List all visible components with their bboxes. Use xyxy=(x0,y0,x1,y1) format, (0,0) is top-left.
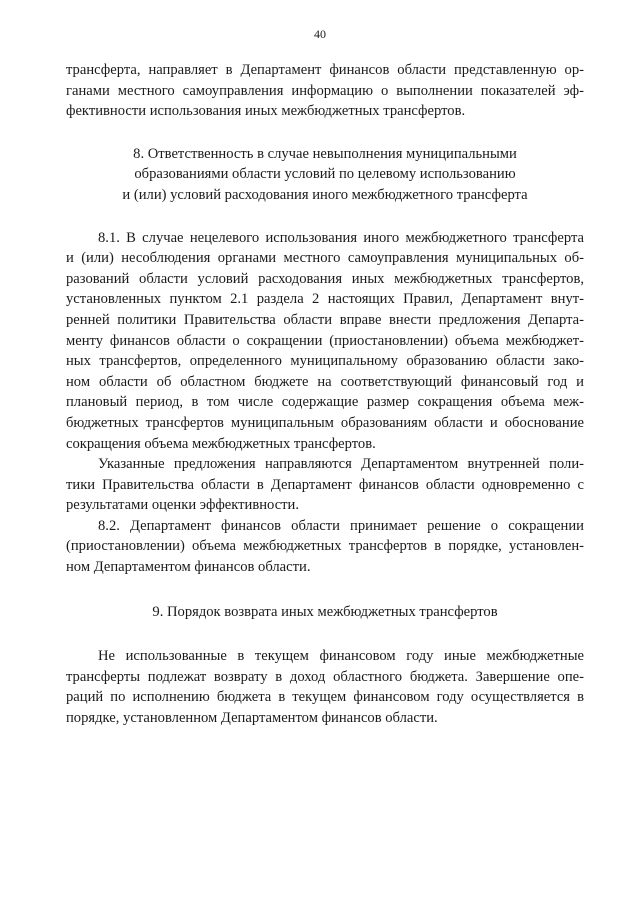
text-line: фективности использования иных межбюджетных трансфертов. xyxy=(66,103,466,120)
text-line: результатами оценки эффективности. xyxy=(66,497,300,514)
text-line: и (или) несоблюдения органами местного самоуправления муниципальных об- xyxy=(66,250,584,267)
text-line: порядке, установленном Департаментом финансов области. xyxy=(66,710,438,727)
text-line: менту финансов области о сокращении (приостановлении) объема межбюджет- xyxy=(66,332,584,349)
text-line: бюджетных трансфертов муниципальным образованиям области и обоснование xyxy=(66,414,584,431)
text-line: Не использованные в текущем финансовом году иные межбюджетные xyxy=(98,648,584,665)
text-line: ном Департаментом финансов области. xyxy=(66,559,311,576)
text-line: тики Правительства области в Департамент финансов области одновременно с xyxy=(66,476,584,493)
text-line: Указанные предложения направляются Департаментом внутренней поли- xyxy=(98,456,584,473)
paragraph-8-1 xyxy=(66,228,584,455)
text-line: трансферта, направляет в Департамент финансов области представленную ор- xyxy=(66,62,584,78)
text-line: разований области условий расходования иных межбюджетных трансфертов, xyxy=(66,270,584,287)
text-line: плановый период, в том числе содержащие размер сокращения объема меж- xyxy=(66,394,584,411)
text-line: ном области об областном бюджете на соответствующий финансовый год и xyxy=(66,373,584,390)
text-line: установленных пунктом 2.1 раздела 2 настоящих Правил, Департамент внут- xyxy=(66,291,584,308)
text-line: трансферты подлежат возврату в доход областного бюджета. Завершение опе- xyxy=(66,668,584,685)
text-line: сокращения объема межбюджетных трансфертов. xyxy=(66,435,376,452)
text-line: 8.1. В случае нецелевого использования иного межбюджетного трансферта xyxy=(98,229,584,246)
text-line: 8.2. Департамент финансов области принимает решение о сокращении xyxy=(98,517,584,534)
page-number: 40 xyxy=(314,27,326,41)
paragraph-8-2 xyxy=(66,516,584,578)
heading-line: 9. Порядок возврата иных межбюджетных трансфертов xyxy=(152,603,498,620)
heading-line: образованиями области условий по целевому использованию xyxy=(134,166,516,183)
heading-line: 8. Ответственность в случае невыполнения муниципальными xyxy=(133,145,517,162)
intro-paragraph xyxy=(66,60,584,122)
section-8-heading xyxy=(66,144,584,206)
page-content xyxy=(66,60,584,729)
heading-line: и (или) условий расходования иного межбюджетного трансферта xyxy=(122,186,528,203)
text-line: ганами местного самоуправления информацию о выполнении показателей эф- xyxy=(66,82,584,99)
paragraph-9 xyxy=(66,646,584,728)
text-line: (приостановлении) объема межбюджетных трансфертов в порядке, установлен- xyxy=(66,538,584,555)
section-9-heading xyxy=(66,602,584,623)
text-line: раций по исполнению бюджета в текущем финансовом году осуществляется в xyxy=(66,689,584,706)
text-line: ренней политики Правительства области вправе внести предложения Департа- xyxy=(66,311,584,328)
text-line: ных трансфертов, определенного муниципальному образованию области зако- xyxy=(66,353,584,370)
paragraph-8-1-continued xyxy=(66,454,584,516)
